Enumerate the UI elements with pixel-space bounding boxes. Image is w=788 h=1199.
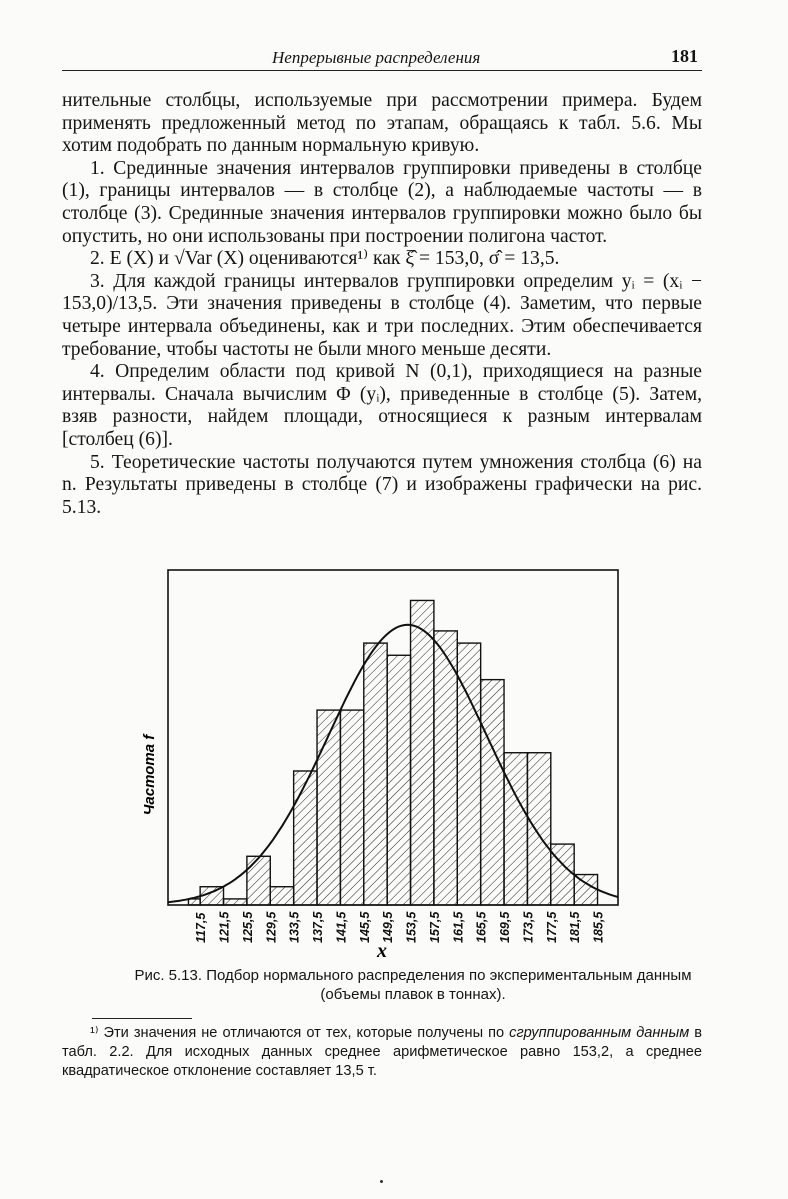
footnote-rule <box>92 1018 192 1019</box>
x-tick-label: 181,5 <box>568 911 583 943</box>
paragraph-step-1: 1. Срединные значения интервалов группировки приведены в столбце (1), границы интервалов — в столбце (2), а наблюдаемые частоты — в столбце (3). Срединные значения интервалов группировки можно было бы опустить, но они использованы при построении полигона частот. <box>62 157 702 247</box>
footnote-text-after: в табл. 2.2. Для исходных данных среднее арифметическое равно 153,2, а среднее квадратическое отклонение составляет 13,5 т. <box>62 1025 702 1079</box>
x-tick-label: 137,5 <box>311 911 325 943</box>
histogram-figure <box>140 565 620 960</box>
x-tick-label: 133,5 <box>287 911 302 943</box>
figure-caption: Рис. 5.13. Подбор нормального распределения по экспериментальным данным (объемы плавок в тоннах). <box>134 967 692 1003</box>
x-tick-label: 129,5 <box>264 911 279 943</box>
footnote <box>62 1024 702 1081</box>
histogram-bar <box>574 875 597 905</box>
histogram-bar <box>504 753 527 905</box>
y-axis-label: Частота f <box>141 734 158 816</box>
footnote-text-italic: сгруппированным данным <box>509 1025 690 1041</box>
running-title: Непрерывные распределения <box>272 48 481 67</box>
body-text <box>62 90 702 519</box>
x-tick-label: 161,5 <box>451 911 466 943</box>
x-tick-label: 169,5 <box>498 911 512 943</box>
x-tick-label: 177,5 <box>544 911 559 943</box>
histogram-bar <box>364 643 387 905</box>
histogram-bar <box>434 631 457 905</box>
paragraph-step-5: 5. Теоретические частоты получаются путем умножения столбца (6) на n. Результаты приведены в столбце (7) и изображены графически на рис. 5.13. <box>62 451 702 518</box>
x-tick-label: 141,5 <box>334 911 349 943</box>
histogram-bar <box>270 887 293 905</box>
footnote-mark: ¹⁾ <box>90 1025 99 1041</box>
histogram-bar <box>387 655 410 905</box>
histogram-chart <box>140 565 620 960</box>
page-header <box>62 44 702 71</box>
speck <box>380 1180 383 1183</box>
histogram-bar <box>294 771 317 905</box>
histogram-bar <box>411 600 434 905</box>
histogram-bar <box>527 753 550 905</box>
x-tick-label: 165,5 <box>474 911 489 943</box>
footnote-text-before: Эти значения не отличаются от тех, которые получены по <box>103 1025 510 1041</box>
histogram-bar <box>481 680 504 905</box>
paragraph-step-3: 3. Для каждой границы интервалов группировки определим yᵢ = (xᵢ − 153,0)/13,5. Эти значения приведены в столбце (4). Заметим, что первые четыре интервала объединены, как и три последних. Этим обеспечивается требование, чтобы частоты не были много меньше десяти. <box>62 270 702 360</box>
histogram-bar <box>247 856 270 905</box>
x-tick-label: 125,5 <box>240 911 255 943</box>
x-tick-label: 173,5 <box>521 911 536 943</box>
histogram-bar <box>224 899 247 905</box>
x-tick-label: 157,5 <box>427 911 442 943</box>
x-tick-label: 185,5 <box>591 911 606 943</box>
x-tick-label: 121,5 <box>217 911 232 943</box>
paragraph-continuation: нительные столбцы, используемые при рассмотрении примера. Будем применять предложенный метод по этапам, обращаясь к табл. 5.6. Мы хотим подобрать по данным нормальную кривую. <box>62 90 702 157</box>
histogram-bar <box>551 844 574 905</box>
x-tick-label: 153,5 <box>404 911 419 943</box>
paragraph-step-4: 4. Определим области под кривой N (0,1), приходящиеся на разные интервалы. Сначала вычислим Φ (yᵢ), приведенные в столбце (5). Затем, взяв разности, найдем площади, относящиеся к разным интервалам [столбец (6)]. <box>62 361 702 450</box>
x-tick-label: 117,5 <box>194 912 209 943</box>
histogram-bar <box>340 710 363 905</box>
histogram-bar <box>317 710 340 905</box>
x-axis-label: x <box>377 940 387 960</box>
histogram-bar <box>188 899 200 905</box>
paragraph-step-2: 2. E (X) и √Var (X) оцениваются¹⁾ как ξ̂ = 153,0, σ̂ = 13,5. <box>90 248 560 270</box>
x-tick-label: 149,5 <box>381 911 396 943</box>
x-tick-label: 145,5 <box>357 911 372 943</box>
page-number: 181 <box>671 46 698 66</box>
